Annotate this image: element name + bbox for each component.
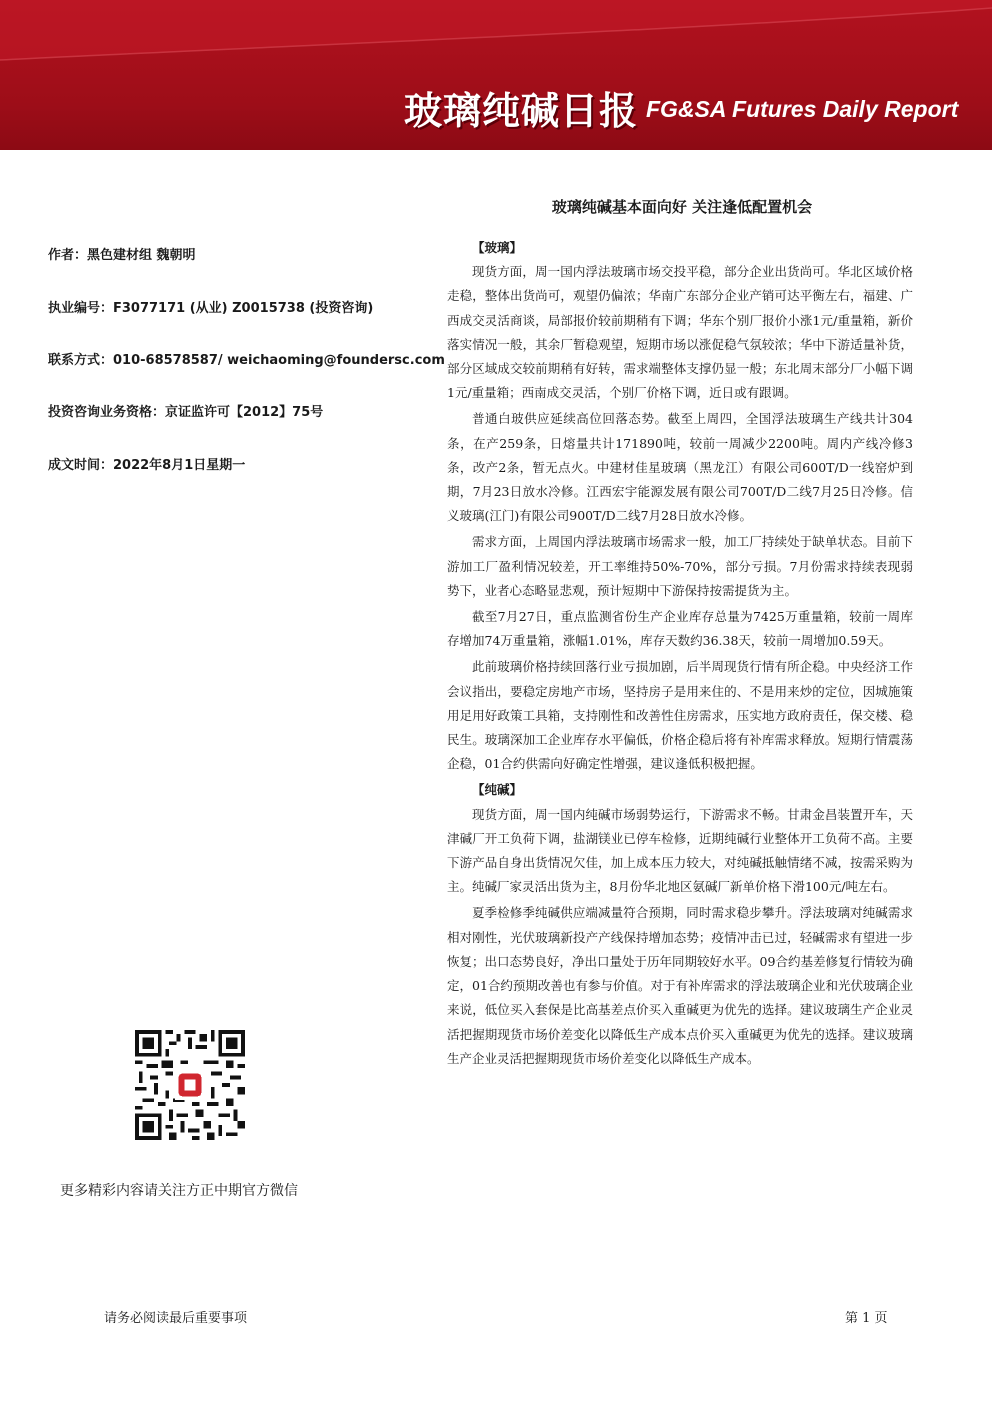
- paragraph-glass-inventory: 截至7月27日，重点监测省份生产企业库存总量为7425万重量箱，较前一周库存增加74万重量箱，涨幅1.01%，库存天数约36.38天，较前一周增加0.59天。: [447, 609, 913, 649]
- footer-page-number: 第 1 页: [845, 1311, 888, 1326]
- paragraph-glass-spot: 现货方面，周一国内浮法玻璃市场交投平稳，部分企业出货尚可。华北区域价格走稳，整体出货尚可，观望仍偏浓；华南广东部分企业产销可达平衡左右，福建、广西成交灵活商谈，局部报价较前期稍有下调；华东个别厂报价小涨1元/重量箱，新价落实情况一般，其余厂暂稳观望，短期市场以涨促稳气氛较浓；华中下游适量补货，部分区域成交较前期稍有好转，需求端整体支撑仍显一般；东北周末部分厂小幅下调1元/重量箱；西南成交灵活，个别厂价格下调，近日或有跟调。: [447, 264, 913, 401]
- section-heading-glass: 【玻璃】: [472, 240, 523, 255]
- paragraph-glass-supply: 普通白玻供应延续高位回落态势。截至上周四，全国浮法玻璃生产线共计304条，在产259条，日熔量共计171890吨，较前一周减少2200吨。周内产线冷修3条，改产2条，暂无点火。中建材佳星玻璃（黑龙江）有限公司600T/D一线窑炉到期，7月23日放水冷修。江西宏宇能源发展有限公司700T/D二线7月25日冷修。信义玻璃(江门)有限公司900T/D二线7月28日放水冷修。: [447, 411, 913, 524]
- report-header: [0, 0, 992, 150]
- header-title-en: FG&SA Futures Daily Report: [646, 96, 959, 122]
- paragraph-soda-outlook: 夏季检修季纯碱供应端减量符合预期，同时需求稳步攀升。浮法玻璃对纯碱需求相对刚性，光伏玻璃新投产产线保持增加态势；疫情冲击已过，轻碱需求有望进一步恢复；出口态势良好，净出口量处于历年同期较好水平。09合约基差修复行情较为确定，01合约预期改善也有参与价值。对于有补库需求的浮法玻璃企业和光伏玻璃企业来说，低位买入套保是比高基差点价买入重碱更为优先的选择。建议玻璃生产企业灵活把握期现货市场价差变化以降低生产成本点价买入重碱更为优先的选择。建议玻璃生产企业灵活把握期现货市场价差变化以降低生产成本。: [447, 905, 913, 1066]
- qr-code-icon: [135, 1030, 245, 1140]
- meta-license: 执业编号：F3077171 (从业) Z0015738 (投资咨询): [48, 301, 374, 316]
- paragraph-glass-outlook: 此前玻璃价格持续回落行业亏损加剧，后半周现货行情有所企稳。中央经济工作会议指出，要稳定房地产市场，坚持房子是用来住的、不是用来炒的定位，因城施策用足用好政策工具箱，支持刚性和改善性住房需求，压实地方政府责任，保交楼、稳民生。玻璃深加工企业库存水平偏低，价格企稳后将有补库需求释放。短期行情震荡企稳，01合约供需向好确定性增强，建议逢低积极把握。: [447, 659, 913, 772]
- meta-date: 成文时间：2022年8月1日星期一: [48, 458, 246, 473]
- meta-author: 作者：黑色建材组 魏朝明: [48, 248, 196, 263]
- footer-disclaimer: 请务必阅读最后重要事项: [104, 1311, 248, 1326]
- header-title-cn: 玻璃纯碱日报: [404, 89, 639, 133]
- paragraph-soda-spot: 现货方面，周一国内纯碱市场弱势运行，下游需求不畅。甘肃金昌装置开车，天津碱厂开工负荷下调，盐湖镁业已停车检修，近期纯碱行业整体开工负荷不高。主要下游产品自身出货情况欠佳，加上成本压力较大，对纯碱抵触情绪不减，按需采购为主。纯碱厂家灵活出货为主，8月份华北地区氨碱厂新单价格下滑100元/吨左右。: [447, 806, 913, 895]
- qr-caption: 更多精彩内容请关注方正中期官方微信: [60, 1183, 298, 1199]
- report-body: [447, 236, 913, 1073]
- section-heading-soda: 【纯碱】: [472, 782, 523, 798]
- paragraph-glass-demand: 需求方面，上周国内浮法玻璃市场需求一般，加工厂持续处于缺单状态。目前下游加工厂盈利情况较差，开工率维持50%-70%，部分亏损。7月份需求持续表现弱势下，业者心态略显悲观，预计短期中下游保持按需提货为主。: [447, 534, 913, 598]
- document-title: 玻璃纯碱基本面向好 关注逢低配置机会: [551, 198, 813, 216]
- meta-contact: 联系方式：010-68578587/ weichaoming@foundersc.com: [48, 353, 445, 368]
- meta-qualification: 投资咨询业务资格：京证监许可【2012】75号: [48, 405, 324, 420]
